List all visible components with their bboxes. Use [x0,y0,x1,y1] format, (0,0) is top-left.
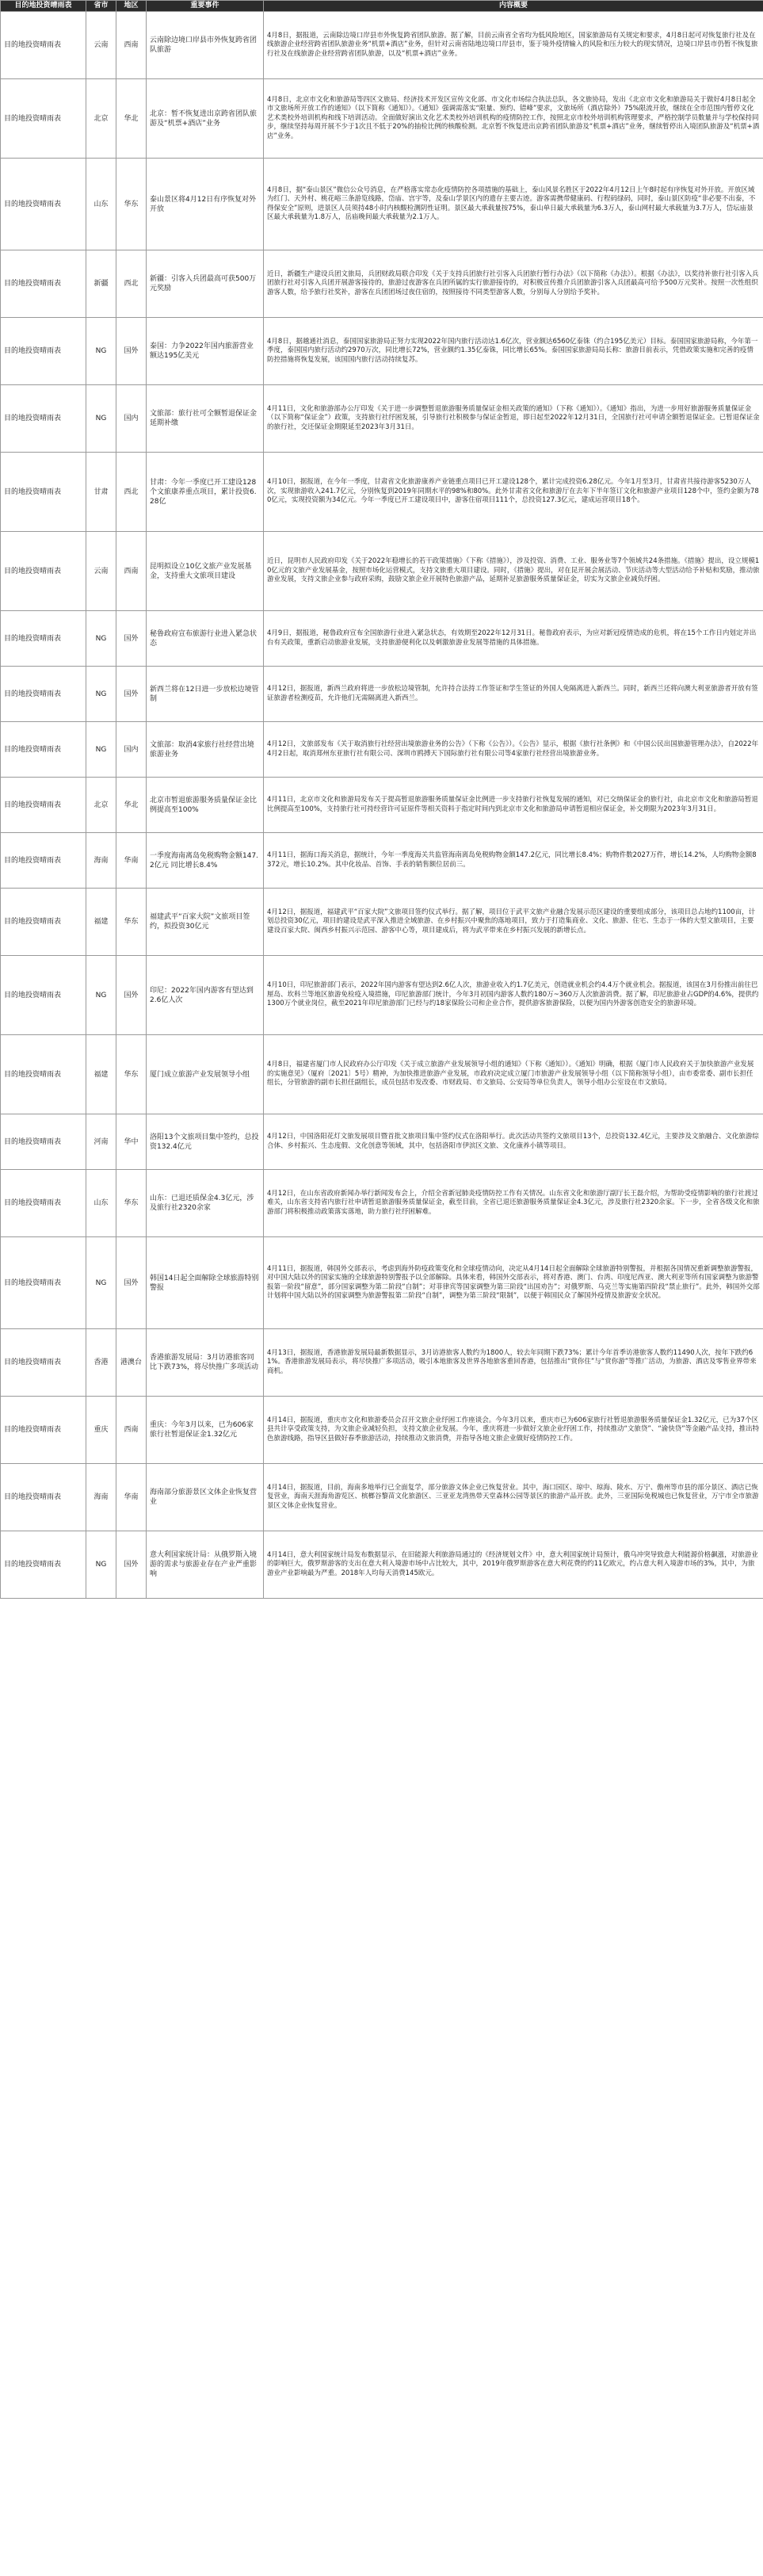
table-row [1,1464,763,1531]
table-row [1,778,763,833]
table-row [1,532,763,611]
cell-region: 华北 [116,778,147,833]
cell-province: 甘肃 [86,453,116,532]
table-row [1,833,763,889]
cell-table: 目的地投资晴雨表 [1,385,86,453]
cell-province: 香港 [86,1329,116,1397]
cell-region: 国外 [116,1531,147,1599]
cell-province: 北京 [86,778,116,833]
cell-province: 福建 [86,1035,116,1114]
cell-province: 山东 [86,1170,116,1237]
cell-summary: 4月12日，在山东省政府新闻办举行新闻发布会上，介绍全省新冠肺炎疫情防控工作有关情况。山东省文化和旅游厅副厅长王磊介绍，为帮助受疫情影响的旅行社渡过难关，山东省支持省内旅行社申请暂退旅游服务质量保证金，截至目前，全省已退还旅游服务质量保证金4.3亿元，涉及旅行社2320余家。下一步，全省各级文化和旅游部门将积极推动政策落实落地，助力旅行社纾困解难。 [264,1170,763,1237]
cell-region: 华东 [116,1170,147,1237]
cell-summary: 4月13日，据报道，香港旅游发展局最新数据显示，3月访港旅客人数约为1800人，较去年同期下跌73%；累计今年首季访港旅客人数约11490人次，按年下跌约61%。香港旅游发展局表示，将尽快推广多项活动，吸引本地旅客及世界各地旅客重回香港，包括推出“赏你住”与“赏你游”等推广活动，为旅游、酒店及零售业界带来商机。 [264,1329,763,1397]
cell-table: 目的地投资晴雨表 [1,1329,86,1397]
cell-event: 山东：已退还质保金4.3亿元，涉及旅行社2320余家 [147,1170,264,1237]
table-row [1,250,763,318]
cell-region: 国外 [116,667,147,722]
cell-event: 昆明拟设立10亿文旅产业发展基金，支持重大文旅项目建设 [147,532,264,611]
cell-table: 目的地投资晴雨表 [1,1114,86,1170]
cell-province: NG [86,385,116,453]
table-row [1,722,763,778]
table-row [1,1114,763,1170]
cell-region: 华东 [116,889,147,956]
cell-province: 云南 [86,12,116,79]
cell-summary: 近日，昆明市人民政府印发《关于2022年稳增长的若干政策措施》（下称《措施》），涉及投资、消费、工业、服务业等7个领域共24条措施。《措施》提出，设立规模10亿元的文旅产业发展基金，按照市场化运营模式，支持文旅重大项目建设。同时，《措施》提出，对在昆开展会展活动、节庆活动等大型活动给予补贴和奖励，推动旅游业发展，支持文旅企业参与政府采购，鼓励文旅企业开展特色旅游产品，延期补足旅游服务质量保证金，切实为文旅企业减负纾困。 [264,532,763,611]
cell-event: 北京：暂不恢复进出京跨省团队旅游及“机票+酒店”业务 [147,79,264,159]
cell-table: 目的地投资晴雨表 [1,453,86,532]
table-row [1,453,763,532]
table-row [1,159,763,250]
cell-summary: 4月8日，据“泰山景区”微信公众号消息，在严格落实常态化疫情防控各项措施的基础上，泰山风景名胜区于2022年4月12日上午8时起有序恢复对外开放。开放区域为红门、天外村、桃花峪三条游览线路，岱庙、宫宇等，及泰山学景区内的遗存主要古迹。游客需携带健康码、行程码绿码，同时，泰山景区防疫“非必要不出泰，不得保安全”原则，进景区人员须持48小时内核酸检测阴性证明。景区最大承载量按75%，泰山单日最大承载量为6.3万人，泰山网村最大承载量为3.7万人，岱坛庙景区最大承载量为1.8万人，岳庙晚间最大承载量为2.1万人。 [264,159,763,250]
cell-province: NG [86,667,116,722]
cell-region: 华东 [116,159,147,250]
cell-region: 国外 [116,956,147,1035]
cell-region: 西北 [116,250,147,318]
cell-event: 秘鲁政府宣布旅游行业进入紧急状态 [147,611,264,667]
cell-region: 华北 [116,79,147,159]
cell-region: 华东 [116,1035,147,1114]
cell-summary: 4月14日，据报道，目前，海南多地举行已全面复学，部分旅游文体企业已恢复营业。其中，海口园区、琼中、琼海、陵水、万宁、儋州等市县的部分景区、酒店已恢复营业，海南天涯海角游览区、槟榔谷黎苗文化旅游区、三亚亚龙湾热带天堂森林公园等景区的旅游产品开放。此外，三亚国际免税城也已恢复营业，万宁市全市旅游景区文体企业恢复营业。 [264,1464,763,1531]
cell-province: 福建 [86,889,116,956]
cell-province: NG [86,1237,116,1329]
header-table: 目的地投资晴雨表 [1,1,86,12]
cell-region: 西南 [116,1397,147,1464]
cell-region: 国外 [116,611,147,667]
table-row [1,889,763,956]
cell-event: 香港旅游发展局：3月访港旅客同比下跌73%，将尽快推广多项活动 [147,1329,264,1397]
cell-table: 目的地投资晴雨表 [1,79,86,159]
cell-event: 泰山景区将4月12日有序恢复对外开放 [147,159,264,250]
cell-event: 云南除边境口岸县市外恢复跨省团队旅游 [147,12,264,79]
cell-summary: 近日，新疆生产建设兵团文旅局，兵团财政局联合印发《关于支持兵团旅行社引客入兵团旅行暂行办法》（以下简称《办法》）。根据《办法》，以奖待补旅行社引客入兵团旅行社对引客入兵团开展游客接待的，旅游过夜游客在兵团所属的实行旅游接待的，对积极宣传推介兵团旅游引客入兵团最高可给予500万元奖补。按照一次性组织游客人数，给予旅行社奖补，游客在兵团团场过夜住宿的，按照接待不同类型游客人数，分别每人分别给予奖补。 [264,250,763,318]
cell-table: 目的地投资晴雨表 [1,1531,86,1599]
cell-event: 福建武平“百家大院”文旅项目签约，拟投资30亿元 [147,889,264,956]
table-row [1,318,763,385]
cell-table: 目的地投资晴雨表 [1,1035,86,1114]
cell-province: 海南 [86,1464,116,1531]
cell-region: 国外 [116,318,147,385]
cell-event: 洛阳13个文旅项目集中签约，总投资132.4亿元 [147,1114,264,1170]
table-row [1,1329,763,1397]
cell-event: 意大利国家统计局：从俄罗斯入境游的需求与旅游业存在产业严重影响 [147,1531,264,1599]
cell-summary: 4月12日，据报道，福建武平“百家大院”文旅项目签约仪式举行。据了解，项目位于武平文旅产业融合发展示范区建设的重要组成部分，该项目总占地约1100亩，计划总投资30亿元，项目的建设是武平深入推进全域旅游、在乡村振兴中聚焦的落地项目，致力于打造集商业、文化、旅游、住宅、生态于一体的大型文旅项目，主要建设百家大院、闽西乡村振兴示范园、游客中心等，项目建成后，将为武平带来在乡村振兴发展的新增长点。 [264,889,763,956]
cell-table: 目的地投资晴雨表 [1,889,86,956]
cell-region: 港澳台 [116,1329,147,1397]
header-event: 重要事件 [147,1,264,12]
cell-table: 目的地投资晴雨表 [1,833,86,889]
cell-table: 目的地投资晴雨表 [1,1397,86,1464]
cell-summary: 4月11日，文化和旅游部办公厅印发《关于进一步调整暂退旅游服务质量保证金相关政策的通知》（下称《通知》）。《通知》指出，为进一步用好旅游服务质量保证金（以下简称“保证金”）政策，支持旅行社纾困发展，引导旅行社积极参与保证金暂退，即日起至2022年12月31日，全国旅行社可申请全额暂退保证金。已暂退保证金的旅行社，交还保证金期限延至2023年3月31日。 [264,385,763,453]
cell-province: 海南 [86,833,116,889]
table-row [1,956,763,1035]
cell-province: NG [86,1531,116,1599]
cell-region: 西北 [116,453,147,532]
cell-event: 厦门成立旅游产业发展领导小组 [147,1035,264,1114]
cell-province: 云南 [86,532,116,611]
cell-event: 韩国14日起全面解除全球旅游特别警报 [147,1237,264,1329]
cell-province: 山东 [86,159,116,250]
cell-province: 河南 [86,1114,116,1170]
cell-event: 文旅部：取消4家旅行社经营出境旅游业务 [147,722,264,778]
cell-region: 国内 [116,722,147,778]
cell-region: 华中 [116,1114,147,1170]
cell-table: 目的地投资晴雨表 [1,1170,86,1237]
cell-summary: 4月12日，据报道，新西兰政府将进一步放松边境管制，允许持合法持工作签证和学生签证的外国人免隔离进入新西兰。同时，新西兰还将向澳大利亚旅游者开放有签证旅游者检测疫苗，允许他们无需隔离进入新西兰。 [264,667,763,722]
cell-event: 泰国：力争2022年国内旅游营业额达195亿美元 [147,318,264,385]
cell-region: 华南 [116,1464,147,1531]
table-row [1,385,763,453]
cell-table: 目的地投资晴雨表 [1,778,86,833]
table-row [1,1531,763,1599]
cell-table: 目的地投资晴雨表 [1,532,86,611]
cell-summary: 4月14日，据报道，重庆市文化和旅游委员会召开文旅企业纾困工作座谈会。今年3月以来，重庆市已为606家旅行社暂退旅游服务质量保证金1.32亿元，已为37个区县共计享受政策支持，为文旅企业减轻负担，支持文旅企业发展。今年，重庆将进一步做好文旅企业纾困工作，持续推动“文旅贷”、“渝快贷”等金融产品支持，推出特色旅游线路，指导区县做好春季旅游活动，持续推动文旅消费，并指导各地文旅企业做好疫情防控工作。 [264,1397,763,1464]
header-region: 地区 [116,1,147,12]
cell-province: NG [86,956,116,1035]
cell-province: NG [86,611,116,667]
table-row [1,667,763,722]
cell-summary: 4月8日，据报道，云南除边境口岸县市外恢复跨省团队旅游。据了解，目前云南省全省均为低风险地区，国家旅游局有关规定和要求，4月8日起可对恢复旅行社及在线旅游企业经营跨省团队旅游业务“机票+酒店”业务，但针对云南省陆地边境口岸县市，鉴于境外疫情输入的风险和压力较大的现实情况，边境口岸县市仍暂不恢复旅行社及在线旅游企业经营跨省团队旅游，以及“机票+酒店”业务。 [264,12,763,79]
table-row [1,1035,763,1114]
cell-table: 目的地投资晴雨表 [1,1237,86,1329]
cell-table: 目的地投资晴雨表 [1,159,86,250]
header-summary: 内容概要 [264,1,763,12]
cell-event: 海南部分旅游景区文体企业恢复营业 [147,1464,264,1531]
cell-province: 重庆 [86,1397,116,1464]
table-row [1,12,763,79]
cell-region: 西南 [116,12,147,79]
cell-summary: 4月8日，北京市文化和旅游局等四区文旅局、经济技术开发区宣传文化部、市文化市场综合执法总队，各文旅协局，发出《北京市文化和旅游局关于做好4月8日起全市文旅场所开放工作的通知》（以下简称《通知》）。《通知》强调需落实“限量、预约、错峰”要求，文旅场所（酒店除外）75%限流开放，继续在全市范围内暂停文化艺术类校外培训机构和线下培训活动。全面做好演出文化艺术类校外培训机构的疫情防控工作，按照北京市校外培训机构管理要求，严格控制学员数量并与学校保持同步，继续坚持每周开展不少于1次且不低于20%的抽检比例的核酸检测。北京暂不恢复进出京跨省团队旅游及“机票+酒店”业务，继续暂停出入境团队旅游及“机票+酒店”业务。 [264,79,763,159]
cell-province: 北京 [86,79,116,159]
cell-region: 国内 [116,385,147,453]
cell-province: NG [86,722,116,778]
cell-event: 甘肃：今年一季度已开工建设128个文旅康养重点项目，累计投资6.28亿 [147,453,264,532]
table-row [1,1170,763,1237]
cell-summary: 4月10日，据报道，在今年一季度，甘肃省文化旅游康养产业链重点项目已开工建设128个，累计完成投资6.28亿元。今年1月至3月，甘肃省共接待游客5230万人次，实现旅游收入241.7亿元，分别恢复到2019年同期水平的98%和80%。此外甘肃省文化和旅游厅在去年下半年签订文化和旅游产业项目128个中，签约金额为780亿元，实现投资额为34亿元。今年一季度已开工建设项目中，游客住宿项目111个，总投资127.3亿元，建成运营项目18个。 [264,453,763,532]
cell-summary: 4月11日，据报道，韩国外交部表示，考虑到海外防疫政策变化和全球疫情动向，决定从4月14日起全面解除全球旅游特别警报，并根据各国情况重新调整旅游警报，对中国大陆以外的国家实施的全球旅游特别警报予以全部解除。具体来看，韩国外交部表示，将对香港、澳门、台湾、印度尼西亚、澳大利亚等所有国家调整为旅游警报第一阶段“留意”，部分国家调整为第二阶段“自制”；对菲律宾等国家调整为第三阶段“出国劝告”；对俄罗斯、乌克兰等实施第四阶段“禁止旅行”。此外，韩国外交部计划将中国大陆以外的国家调整为旅游警报第二阶段“自制”，调整为第三阶段“限制”，以便于韩国民众了解国外疫情及旅游安全状况。 [264,1237,763,1329]
table-header-row [1,1,763,12]
cell-table: 目的地投资晴雨表 [1,667,86,722]
cell-table: 目的地投资晴雨表 [1,1464,86,1531]
cell-region: 国外 [116,1237,147,1329]
cell-table: 目的地投资晴雨表 [1,956,86,1035]
cell-table: 目的地投资晴雨表 [1,250,86,318]
cell-summary: 4月9日，据报道，秘鲁政府宣布全国旅游行业进入紧急状态，有效期至2022年12月31日。秘鲁政府表示，为应对新冠疫情造成的危机，将在15个工作日内划定并出台有关政策，重新启动旅游业发展，支持旅游便利化以及刺激旅游业发展等措施的具体措施。 [264,611,763,667]
cell-table: 目的地投资晴雨表 [1,611,86,667]
cell-province: 新疆 [86,250,116,318]
table-row [1,1237,763,1329]
cell-summary: 4月8日，福建省厦门市人民政府办公厅印发《关于成立旅游产业发展领导小组的通知》（下称《通知》）。《通知》明确，根据《厦门市人民政府关于加快旅游产业发展的实施意见》（厦府〔2021〕5号）精神，为加快推进旅游产业发展，市政府决定成立厦门市旅游产业发展领导小组（以下简称领导小组），由市委常委、副市长担任组长，分管旅游的副市长担任副组长，成员包括市发改委、市财政局、市文旅局、公安局等单位负责人，领导小组办公室设在市文旅局。 [264,1035,763,1114]
cell-event: 印尼：2022年国内游客有望达到2.6亿人次 [147,956,264,1035]
header-province: 省市 [86,1,116,12]
cell-table: 目的地投资晴雨表 [1,318,86,385]
cell-summary: 4月12日，文旅部发布《关于取消旅行社经营出境旅游业务的公告》（下称《公告》）。《公告》显示，根据《旅行社条例》和《中国公民出国旅游管理办法》，自2022年4月2日起，取消郑州东亚旅行社有限公司、深圳市鸥搏天下国际旅行社有限公司等4家旅行社经营出境旅游业务。 [264,722,763,778]
cell-event: 新西兰将在12日进一步放松边境管制 [147,667,264,722]
cell-summary: 4月12日，中国洛阳花灯文旅发展项目暨首批文旅项目集中签约仪式在洛阳举行。此次活动共签约文旅项目13个，总投资132.4亿元，主要涉及文旅融合、文化旅游综合体、乡村振兴、生态度假、文化创意等领域，其中，包括洛阳市伊滨区文旅、文化康养小镇等项目。 [264,1114,763,1170]
cell-region: 华南 [116,833,147,889]
cell-summary: 4月10日，印尼旅游部门表示，2022年国内游客有望达到2.6亿人次，旅游业收入约1.7亿美元，创造就业机会约4.4万个就业机会。据报道，该国在3月份推出前往巴厘岛、坎科兰等地区旅游免检疫入境措施，印尼旅游部门统计，今年3月初国内游客人数约180万~360万人次旅游消费。据了解，印尼旅游业占GDP的4.6%，提供约1300万个就业岗位，截至2021年印尼旅游部门已经与约18家保险公司和企业合作，提供游客旅游保险，以便为国内外游客创造安全的旅游环境。 [264,956,763,1035]
cell-event: 重庆：今年3月以来，已为606家旅行社暂退保证金1.32亿元 [147,1397,264,1464]
cell-event: 北京市暂退旅游服务质量保证金比例提高至100% [147,778,264,833]
cell-region: 西南 [116,532,147,611]
table-row [1,611,763,667]
cell-event: 文旅部：旅行社可全额暂退保证金延期补缴 [147,385,264,453]
cell-summary: 4月11日，北京市文化和旅游局发布关于提高暂退旅游服务质量保证金比例进一步支持旅行社恢复发展的通知，对已交纳保证金的旅行社，由北京市文化和旅游局暂退比例提高至100%，支持旅行社可持经营许可证原件等相关资料于指定时间内到北京市文化和旅游局申请暂退相应保证金，补交期限为2023年3月31日。 [264,778,763,833]
cell-event: 新疆：引客入兵团最高可获500万元奖励 [147,250,264,318]
cell-table: 目的地投资晴雨表 [1,722,86,778]
cell-event: 一季度海南离岛免税购物金额147.2亿元 同比增长8.4% [147,833,264,889]
table-row [1,79,763,159]
cell-summary: 4月11日，据海口海关消息，据统计，今年一季度海关共监管海南离岛免税购物金额147.2亿元，同比增长8.4%；购物件数2027万件，增长14.2%，人均购物金额8372元，增长10.2%。其中化妆品、首饰、手表的销售额位居前三。 [264,833,763,889]
cell-table: 目的地投资晴雨表 [1,12,86,79]
table-row [1,1397,763,1464]
cell-province: NG [86,318,116,385]
cell-summary: 4月14日，意大利国家统计局发布数据显示，在旧能源大利旅游局通过的《经济规划文件》中，意大利国家统计局预计，俄乌冲突导致意大利能源价格飙涨，对旅游业的影响巨大，俄罗斯游客的支出在意大利入境游市场中占比较大，其中，2019年俄罗斯游客在意大利花费的约11亿欧元，约占意大利入境游市场的3%，其中，为旅游业产业影响最为严重。2018年人均每天消费145欧元。 [264,1531,763,1599]
cell-summary: 4月8日，据越通社消息，泰国国家旅游局正努力实现2022年国内旅行活动达1.6亿次，营业额达6560亿泰铢（约合195亿美元）目标。泰国国家旅游局称，今年第一季度，泰国国内旅行活动约2970万次，同比增长72%，营业额约1.35亿泰铢，同比增长65%。泰国国家旅游局局长称：旅游目前表示，凭借政策实施和完善的疫情防控措施将恢复发展，该国国内旅行活动持续复苏。 [264,318,763,385]
